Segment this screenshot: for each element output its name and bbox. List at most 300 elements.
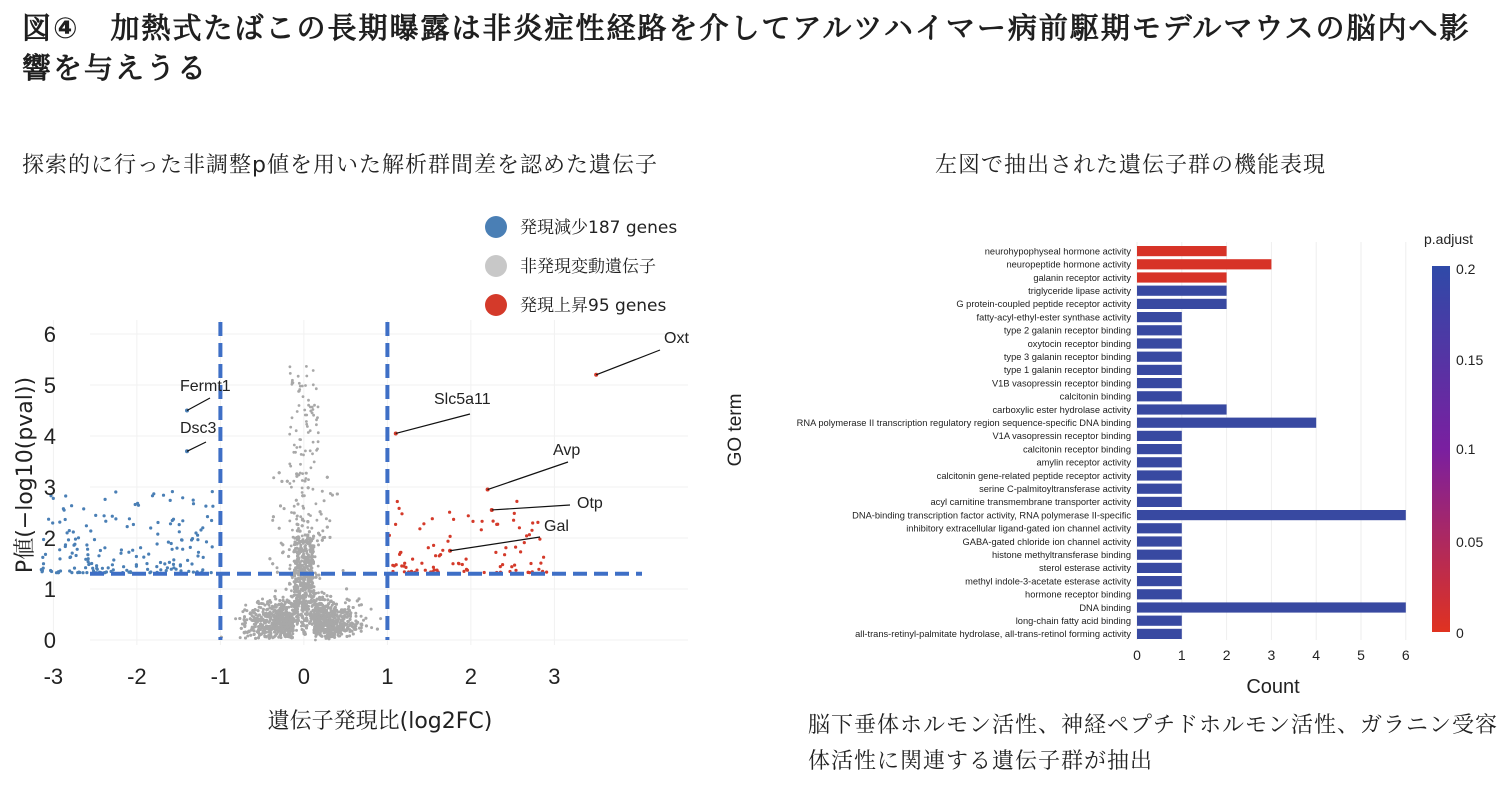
go-term-label: fatty-acyl-ethyl-ester synthase activity — [976, 312, 1131, 323]
volcano-point-ns — [291, 636, 294, 639]
volcano-point-ns — [335, 631, 338, 634]
volcano-point-ns — [291, 381, 294, 384]
volcano-point-ns — [280, 480, 283, 483]
go-bar-chart — [797, 242, 1410, 663]
volcano-point-up — [435, 569, 438, 572]
volcano-point-ns — [313, 600, 316, 603]
volcano-point-ns — [266, 602, 269, 605]
volcano-point-ns — [320, 614, 323, 617]
volcano-point-ns — [326, 594, 329, 597]
volcano-point-ns — [240, 627, 243, 630]
go-bar — [1137, 484, 1182, 494]
volcano-point-up — [501, 563, 504, 566]
volcano-point-down — [125, 569, 128, 572]
volcano-point-down — [178, 530, 181, 533]
go-term-label: hormone receptor binding — [1025, 589, 1131, 600]
volcano-point-ns — [291, 416, 294, 419]
volcano-point-down — [42, 562, 45, 565]
volcano-point-up — [461, 563, 464, 566]
volcano-point-ns — [259, 619, 262, 622]
volcano-point-ns — [282, 596, 285, 599]
go-bar — [1137, 536, 1182, 546]
volcano-point-ns — [343, 623, 346, 626]
volcano-point-ns — [329, 536, 332, 539]
volcano-point-ns — [243, 618, 246, 621]
volcano-point-ns — [331, 494, 334, 497]
volcano-point-down — [178, 523, 181, 526]
volcano-point-ns — [249, 611, 252, 614]
volcano-point-ns — [293, 505, 296, 508]
volcano-point-ns — [308, 543, 311, 546]
volcano-point-ns — [297, 375, 300, 378]
volcano-point-ns — [262, 608, 265, 611]
volcano-point-ns — [305, 539, 308, 542]
volcano-point-ns — [318, 577, 321, 580]
volcano-point-ns — [331, 624, 334, 627]
volcano-point-ns — [305, 627, 308, 630]
volcano-point-down — [129, 570, 132, 573]
volcano-point-ns — [305, 603, 308, 606]
gene-label-gal: Gal — [544, 518, 569, 535]
volcano-point-ns — [329, 626, 332, 629]
volcano-point-down — [159, 568, 162, 571]
volcano-point-ns — [298, 438, 301, 441]
volcano-point-ns — [376, 628, 379, 631]
volcano-point-ns — [338, 628, 341, 631]
volcano-point-ns — [281, 543, 284, 546]
volcano-point-up — [393, 564, 396, 567]
volcano-point-ns — [360, 623, 363, 626]
volcano-point-ns — [288, 634, 291, 637]
volcano-point-down — [137, 504, 140, 507]
volcano-point-ns — [309, 614, 312, 617]
volcano-point-ns — [342, 609, 345, 612]
go-term-label: methyl indole-3-acetate esterase activity — [965, 576, 1131, 587]
volcano-point-ns — [295, 542, 298, 545]
volcano-point-ns — [325, 630, 328, 633]
padj-tick-0.05: 0.05 — [1456, 534, 1484, 550]
volcano-point-ns — [293, 512, 296, 515]
go-term-label: RNA polymerase II transcription regulatory region sequence-specific DNA binding — [796, 418, 1131, 428]
volcano-point-ns — [299, 446, 302, 449]
volcano-point-ns — [302, 395, 305, 398]
volcano-point-up — [431, 517, 434, 520]
volcano-point-down — [205, 540, 208, 543]
go-term-label: neurohypophyseal hormone activity — [984, 246, 1131, 257]
volcano-point-ns — [320, 602, 323, 605]
volcano-point-ns — [319, 625, 322, 628]
volcano-point-up — [411, 558, 414, 561]
volcano-point-ns — [299, 568, 302, 571]
go-xtick-label: 3 — [1267, 647, 1276, 663]
volcano-point-down — [202, 556, 205, 559]
volcano-point-up — [398, 507, 401, 510]
volcano-point-up — [480, 528, 483, 531]
volcano-point-down — [201, 526, 204, 529]
go-bar — [1137, 259, 1271, 269]
volcano-point-ns — [336, 615, 339, 618]
volcano-point-up — [465, 558, 468, 561]
volcano-point-ns — [358, 597, 361, 600]
volcano-point-ns — [309, 410, 312, 413]
volcano-point-ns — [321, 596, 324, 599]
volcano-point-ns — [239, 636, 242, 639]
volcano-point-ns — [315, 387, 318, 390]
volcano-point-down — [211, 545, 214, 548]
volcano-point-ns — [274, 634, 277, 637]
legend-ns-marker — [485, 255, 507, 277]
volcano-point-ns — [299, 577, 302, 580]
volcano-point-ns — [274, 617, 277, 620]
volcano-point-ns — [303, 520, 306, 523]
volcano-point-ns — [328, 614, 331, 617]
volcano-point-ns — [339, 631, 342, 634]
volcano-point-ns — [303, 587, 306, 590]
volcano-point-down — [44, 553, 47, 556]
volcano-point-ns — [257, 609, 260, 612]
volcano-point-ns — [285, 614, 288, 617]
volcano-point-ns — [289, 564, 292, 567]
volcano-point-ns — [314, 576, 317, 579]
volcano-point-down — [119, 552, 122, 555]
volcano-point-ns — [259, 606, 262, 609]
volcano-point-ns — [285, 623, 288, 626]
volcano-point-ns — [309, 590, 312, 593]
volcano-ytick-label: 0 — [43, 628, 56, 653]
go-term-label: V1A vasopressin receptor binding — [992, 431, 1131, 442]
padj-colorbar — [1432, 266, 1450, 632]
volcano-point-up — [481, 520, 484, 523]
go-bar — [1137, 470, 1182, 480]
volcano-point-ns — [288, 520, 291, 523]
volcano-point-ns — [317, 406, 320, 409]
gene-label-oxt: Oxt — [664, 330, 689, 347]
volcano-point-down — [73, 567, 76, 570]
volcano-point-down — [170, 542, 173, 545]
volcano-point-up — [492, 520, 495, 523]
volcano-point-up — [529, 562, 532, 565]
volcano-ytick-label: 4 — [43, 424, 56, 449]
volcano-point-ns — [272, 476, 275, 479]
volcano-point-ns — [279, 635, 282, 638]
volcano-point-ns — [305, 477, 308, 480]
volcano-point-ns — [310, 466, 313, 469]
volcano-point-ns — [328, 519, 331, 522]
volcano-point-down — [180, 539, 183, 542]
volcano-point-ns — [319, 598, 322, 601]
go-xtick-label: 5 — [1357, 647, 1365, 663]
volcano-point-ns — [314, 604, 317, 607]
volcano-point-ns — [301, 487, 304, 490]
go-bar — [1137, 312, 1182, 322]
volcano-point-down — [85, 524, 88, 527]
volcano-point-down — [97, 554, 100, 557]
volcano-point-down — [172, 563, 175, 566]
volcano-point-ns — [295, 446, 298, 449]
volcano-point-down — [49, 569, 52, 572]
volcano-point-up — [528, 571, 531, 574]
volcano-point-ns — [311, 559, 314, 562]
volcano-point-ns — [311, 609, 314, 612]
volcano-point-down — [156, 521, 159, 524]
volcano-point-ns — [313, 461, 316, 464]
volcano-point-ns — [320, 608, 323, 611]
volcano-point-up — [537, 568, 540, 571]
volcano-point-up — [515, 500, 518, 503]
volcano-point-down — [103, 546, 106, 549]
go-term-label: triglyceride lipase activity — [1028, 286, 1131, 296]
volcano-point-down — [175, 547, 178, 550]
volcano-point-down — [127, 551, 130, 554]
volcano-point-ns — [306, 520, 309, 523]
volcano-point-ns — [317, 627, 320, 630]
volcano-point-ns — [273, 595, 276, 598]
volcano-point-ns — [299, 472, 302, 475]
volcano-point-ns — [332, 601, 335, 604]
volcano-point-ns — [298, 390, 301, 393]
volcano-point-up — [394, 523, 397, 526]
volcano-point-ns — [294, 605, 297, 608]
volcano-point-down — [131, 549, 134, 552]
volcano-point-down — [181, 496, 184, 499]
volcano-point-down — [168, 561, 171, 564]
volcano-point-down — [189, 546, 192, 549]
volcano-point-down — [210, 519, 213, 522]
volcano-point-ns — [301, 472, 304, 475]
volcano-point-ns — [321, 490, 324, 493]
gene-label-otp: Otp — [577, 495, 603, 512]
volcano-point-ns — [299, 530, 302, 533]
volcano-ytick-label: 5 — [43, 373, 56, 398]
volcano-point-down — [68, 556, 71, 559]
volcano-point-down — [152, 492, 155, 495]
volcano-point-up — [503, 553, 506, 556]
volcano-point-down — [107, 566, 110, 569]
volcano-point-up — [422, 522, 425, 525]
volcano-point-ns — [270, 612, 273, 615]
volcano-point-down — [145, 562, 148, 565]
volcano-xtick-label: -2 — [127, 664, 147, 689]
volcano-point-ns — [317, 565, 320, 568]
go-bar — [1137, 286, 1227, 296]
volcano-point-ns — [312, 488, 315, 491]
volcano-point-ns — [278, 527, 281, 530]
volcano-point-ns — [246, 635, 249, 638]
volcano-point-ns — [345, 611, 348, 614]
volcano-point-ns — [294, 594, 297, 597]
volcano-point-ns — [244, 604, 247, 607]
go-xlabel: Count — [1246, 676, 1300, 698]
go-bar — [1137, 418, 1316, 428]
volcano-point-ns — [306, 425, 309, 428]
go-bar — [1137, 404, 1227, 414]
volcano-point-ns — [249, 634, 252, 637]
volcano-point-down — [67, 538, 70, 541]
volcano-point-ns — [289, 614, 292, 617]
volcano-point-ns — [300, 581, 303, 584]
volcano-point-ns — [370, 608, 373, 611]
volcano-point-ns — [312, 589, 315, 592]
volcano-point-down — [70, 571, 73, 574]
volcano-point-down — [169, 499, 172, 502]
volcano-point-up — [420, 562, 423, 565]
volcano-point-down — [171, 548, 174, 551]
go-term-label: neuropeptide hormone activity — [1006, 259, 1131, 270]
go-term-label: sterol esterase activity — [1039, 563, 1131, 574]
volcano-point-ns — [276, 610, 279, 613]
go-term-label: oxytocin receptor binding — [1027, 338, 1131, 349]
volcano-point-ns — [280, 606, 283, 609]
figure-title: 図④ 加熱式たばこの長期曝露は非炎症性経路を介してアルツハイマー病前駆期モデルマウスの脳内へ影響を与えうる — [22, 11, 1471, 85]
volcano-point-ns — [306, 610, 309, 613]
volcano-point-ns — [312, 414, 315, 417]
volcano-point-up — [496, 523, 499, 526]
volcano-point-ns — [305, 541, 308, 544]
volcano-point-ns — [301, 535, 304, 538]
volcano-point-up — [403, 562, 406, 565]
volcano-point-down — [126, 525, 129, 528]
gene-label-avp: Avp — [553, 442, 581, 459]
legend-up-marker — [485, 294, 507, 316]
volcano-point-ns — [254, 623, 257, 626]
volcano-point-ns — [279, 620, 282, 623]
volcano-point-ns — [253, 633, 256, 636]
volcano-point-ns — [321, 529, 324, 532]
volcano-point-ns — [303, 409, 306, 412]
volcano-point-down — [62, 507, 65, 510]
volcano-point-down — [64, 518, 67, 521]
volcano-point-ns — [347, 608, 350, 611]
volcano-point-ns — [276, 566, 279, 569]
gene-label-dsc3: Dsc3 — [180, 420, 217, 437]
volcano-point-up — [518, 526, 521, 529]
volcano-point-ns — [291, 627, 294, 630]
volcano-point-ns — [317, 604, 320, 607]
volcano-point-up — [467, 514, 470, 517]
volcano-point-ns — [307, 513, 310, 516]
volcano-point-ns — [274, 621, 277, 624]
volcano-point-ns — [273, 631, 276, 634]
volcano-point-ns — [301, 524, 304, 527]
go-term-label: DNA-binding transcription factor activity, RNA polymerase II-specific — [852, 510, 1131, 521]
volcano-point-down — [171, 490, 174, 493]
volcano-point-ns — [317, 440, 320, 443]
go-term-label: histone methyltransferase binding — [991, 550, 1131, 560]
volcano-point-ns — [314, 616, 317, 619]
volcano-point-down — [204, 505, 207, 508]
volcano-point-ns — [283, 507, 286, 510]
volcano-point-up — [542, 556, 545, 559]
volcano-point-ns — [295, 499, 298, 502]
volcano-point-ns — [315, 620, 318, 623]
volcano-point-ns — [345, 629, 348, 632]
go-subtitle: 左図で抽出された遺伝子群の機能表現 — [935, 153, 1327, 178]
volcano-point-down — [156, 542, 159, 545]
volcano-point-ns — [288, 433, 291, 436]
volcano-point-down — [71, 552, 74, 555]
volcano-point-ns — [298, 382, 301, 385]
volcano-xtick-label: 2 — [464, 664, 478, 689]
volcano-point-ns — [243, 615, 246, 618]
volcano-point-ns — [325, 637, 328, 640]
volcano-point-ns — [312, 585, 315, 588]
volcano-point-down — [192, 571, 195, 574]
volcano-point-down — [111, 563, 114, 566]
volcano-ytick-label: 3 — [43, 475, 56, 500]
volcano-point-ns — [273, 613, 276, 616]
volcano-point-ns — [358, 627, 361, 630]
go-term-label: type 3 galanin receptor binding — [1003, 352, 1131, 362]
volcano-point-ns — [307, 478, 310, 481]
volcano-point-ns — [298, 548, 301, 551]
volcano-point-down — [169, 522, 172, 525]
volcano-point-down — [120, 548, 123, 551]
volcano-point-ns — [313, 592, 316, 595]
volcano-point-ns — [315, 609, 318, 612]
volcano-point-down — [82, 507, 85, 510]
volcano-point-ns — [335, 623, 338, 626]
volcano-point-ns — [326, 634, 329, 637]
volcano-point-up — [432, 566, 435, 569]
volcano-ytick-label: 1 — [43, 577, 56, 602]
volcano-point-down — [196, 554, 199, 557]
volcano-point-ns — [251, 619, 254, 622]
volcano-point-ns — [257, 636, 260, 639]
volcano-point-ns — [282, 616, 285, 619]
volcano-point-ns — [285, 588, 288, 591]
volcano-point-ns — [286, 480, 289, 483]
volcano-point-ns — [252, 626, 255, 629]
volcano-point-ns — [234, 617, 237, 620]
volcano-point-ns — [303, 633, 306, 636]
volcano-point-down — [111, 515, 114, 518]
volcano-point-up — [530, 529, 533, 532]
volcano-point-ns — [292, 451, 295, 454]
volcano-point-down — [211, 490, 214, 493]
volcano-point-down — [104, 498, 107, 501]
volcano-point-down — [201, 568, 204, 571]
volcano-point-ns — [313, 404, 316, 407]
go-bar — [1137, 352, 1182, 362]
volcano-point-ns — [315, 449, 318, 452]
volcano-point-ns — [238, 617, 241, 620]
volcano-point-ns — [364, 617, 367, 620]
volcano-point-ns — [307, 399, 310, 402]
volcano-point-ns — [295, 518, 298, 521]
volcano-point-down — [175, 568, 178, 571]
volcano-point-ns — [300, 625, 303, 628]
volcano-point-ns — [329, 606, 332, 609]
volcano-point-up — [483, 571, 486, 574]
volcano-point-ns — [304, 563, 307, 566]
volcano-point-up — [396, 500, 399, 503]
go-bar — [1137, 272, 1227, 282]
legend-up-label: 発現上昇95 genes — [520, 296, 667, 316]
volcano-point-ns — [257, 630, 260, 633]
volcano-point-ns — [302, 505, 305, 508]
volcano-point-ns — [255, 618, 258, 621]
go-bar — [1137, 391, 1182, 401]
go-term-label: long-chain fatty acid binding — [1015, 616, 1131, 626]
volcano-point-ns — [307, 431, 310, 434]
volcano-point-ns — [360, 603, 363, 606]
go-term-label: V1B vasopressin receptor binding — [991, 378, 1131, 389]
go-bar — [1137, 457, 1182, 467]
go-term-label: carboxylic ester hydrolase activity — [992, 404, 1131, 415]
volcano-point-ns — [316, 416, 319, 419]
volcano-point-down — [94, 514, 97, 517]
volcano-point-ns — [290, 545, 293, 548]
